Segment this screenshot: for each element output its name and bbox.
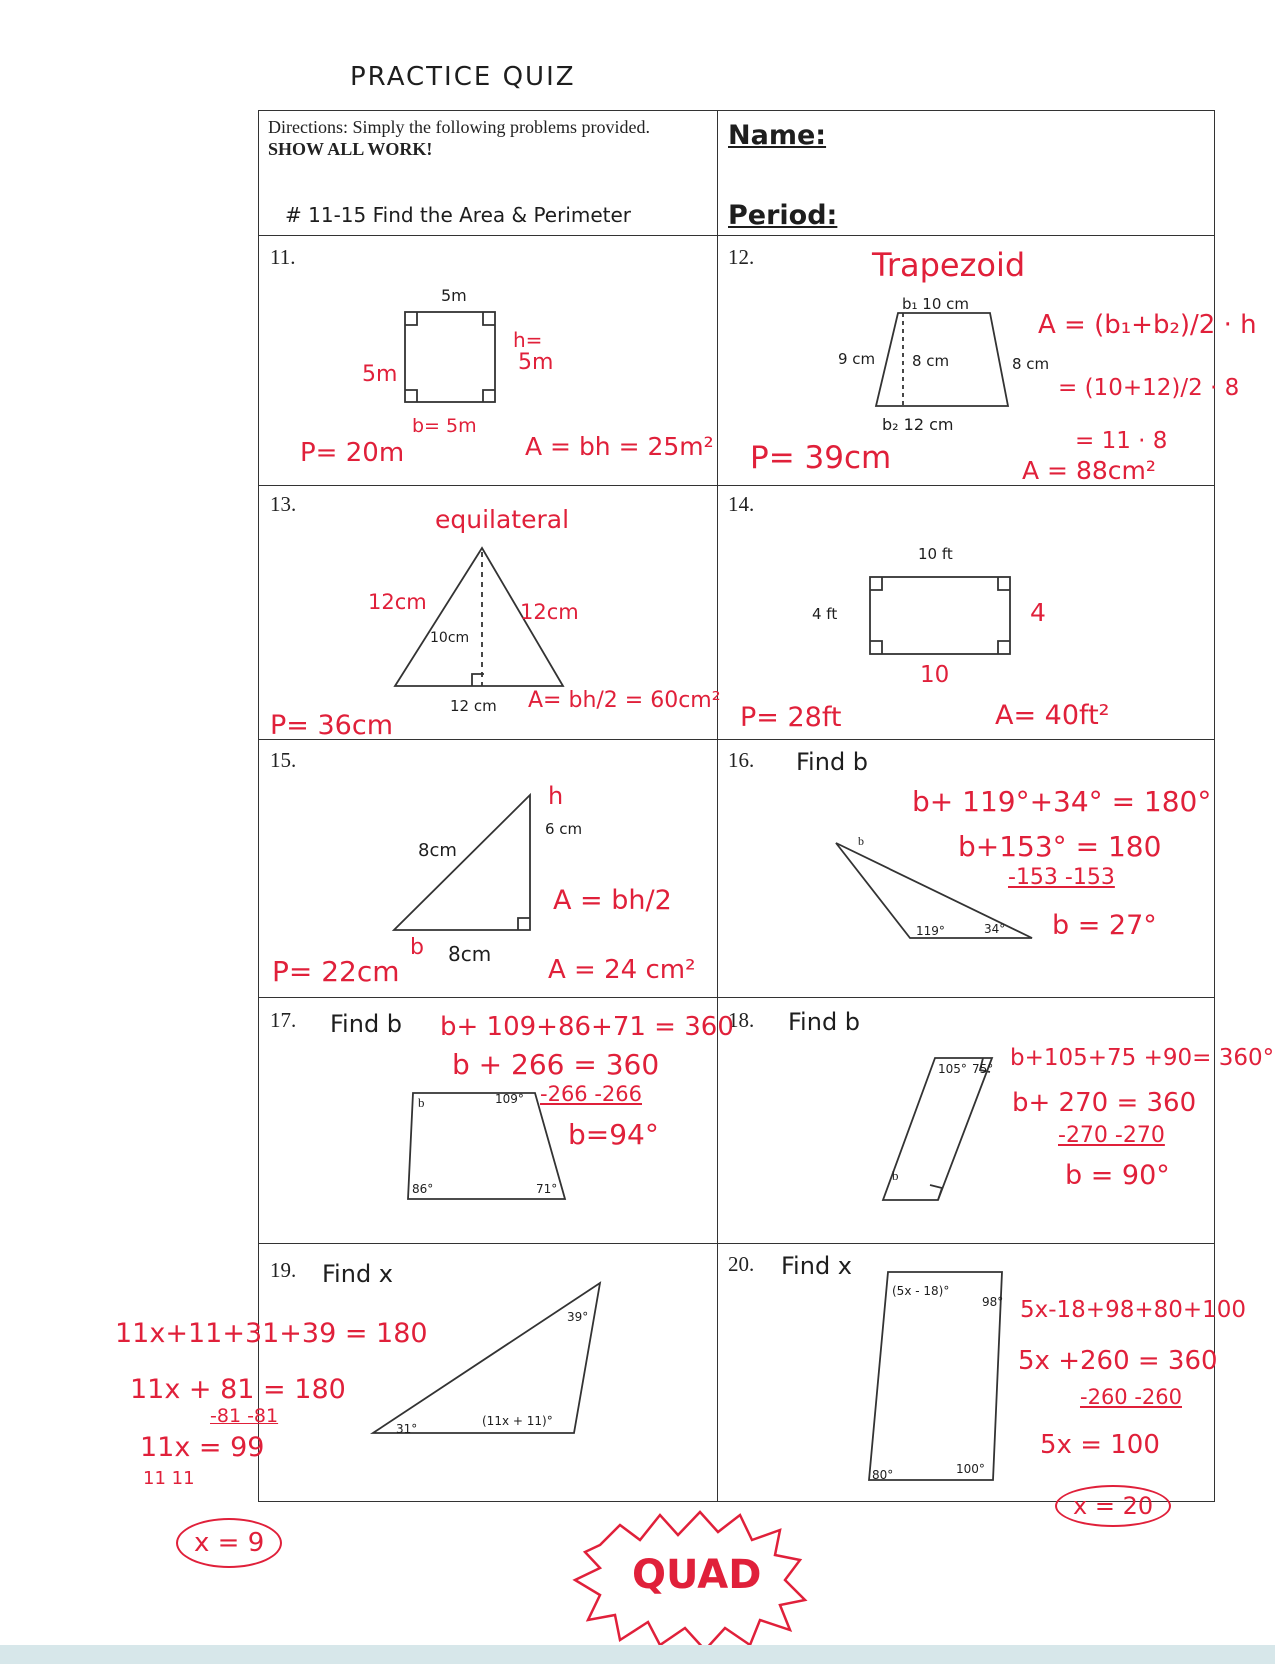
p16-answer: b = 27° <box>1052 910 1157 941</box>
p18-angle2: 75° <box>972 1062 994 1076</box>
p16-angle2: 34° <box>984 922 1006 936</box>
p17-answer: b=94° <box>568 1118 659 1151</box>
p13-base: 12 cm <box>450 697 497 715</box>
p15-h-value: 6 cm <box>545 820 583 838</box>
p16-b: b <box>858 834 864 848</box>
p11-h-label: h= <box>513 328 543 352</box>
p20-angle1: (5x - 18)° <box>892 1284 950 1298</box>
p14-right: 4 <box>1030 598 1046 627</box>
p17-step3: -266 -266 <box>540 1082 642 1106</box>
p16-prompt: Find b <box>796 748 869 776</box>
p20-prompt: Find x <box>781 1252 853 1280</box>
p12-perimeter: P= 39cm <box>750 440 892 476</box>
p11-left-label: 5m <box>362 362 398 387</box>
scan-edge <box>0 1645 1275 1664</box>
p15-area: A = 24 cm² <box>548 955 696 985</box>
problem-16-number: 16. <box>728 748 755 772</box>
p16-step1: b+ 119°+34° = 180° <box>912 785 1212 818</box>
p18-answer: b = 90° <box>1065 1160 1170 1191</box>
problem-12-number: 12. <box>728 245 755 269</box>
instruction-text: # 11-15 Find the Area & Perimeter <box>285 203 632 227</box>
p14-bottom: 10 <box>920 662 950 688</box>
p12-right-side: 8 cm <box>1012 355 1050 373</box>
p18-step1: b+105+75 +90= 360° <box>1010 1045 1275 1071</box>
p17-angle2: 86° <box>412 1182 434 1196</box>
stamp-label: QUAD <box>632 1552 762 1598</box>
p17-prompt: Find b <box>330 1010 403 1038</box>
p12-left-side: 9 cm <box>838 350 876 368</box>
p14-top: 10 ft <box>918 545 953 563</box>
p13-right: 12cm <box>520 600 579 624</box>
p19-angle3: (11x + 11)° <box>482 1414 553 1428</box>
p13-area: A= bh/2 = 60cm² <box>528 688 721 713</box>
problem-20-number: 20. <box>728 1252 755 1276</box>
page-title: PRACTICE QUIZ <box>350 62 576 92</box>
p12-step1: = (10+12)/2 · 8 <box>1058 375 1240 401</box>
p17-step2: b + 266 = 360 <box>452 1048 660 1081</box>
directions-bold: SHOW ALL WORK! <box>268 139 433 159</box>
p19-prompt: Find x <box>322 1260 394 1288</box>
p11-top-label: 5m <box>441 286 467 305</box>
p20-angle4: 100° <box>956 1462 985 1476</box>
p13-left: 12cm <box>368 590 427 614</box>
p15-b-value: 8cm <box>448 942 492 966</box>
problem-15-number: 15. <box>270 748 297 772</box>
problem-13-number: 13. <box>270 492 297 516</box>
p12-formula: A = (b₁+b₂)/2 · h <box>1038 310 1257 340</box>
p12-b1: b₁ 10 cm <box>902 295 970 313</box>
p13-perimeter: P= 36cm <box>270 710 393 741</box>
p12-height: 8 cm <box>912 352 950 370</box>
period-label: Period: <box>728 200 838 231</box>
p15-formula: A = bh/2 <box>553 885 672 916</box>
problem-11-number: 11. <box>270 245 296 269</box>
p20-step2: 5x +260 = 360 <box>1018 1346 1218 1376</box>
name-label: Name: <box>728 120 827 151</box>
p20-step4: 5x = 100 <box>1040 1430 1160 1460</box>
p14-perimeter: P= 28ft <box>740 702 842 733</box>
p15-hyp: 8cm <box>418 840 457 861</box>
p11-perimeter: P= 20m <box>300 438 405 468</box>
p18-b: b <box>892 1168 899 1183</box>
p18-step2: b+ 270 = 360 <box>1012 1088 1197 1118</box>
directions-text: Directions: Simply the following problems provided. SHOW ALL WORK! <box>268 117 650 159</box>
p19-step1: 11x+11+31+39 = 180 <box>115 1318 428 1349</box>
problem-14-number: 14. <box>728 492 755 516</box>
p11-area: A = bh = 25m² <box>525 432 714 461</box>
problem-17-number: 17. <box>270 1008 297 1032</box>
p12-area: A = 88cm² <box>1022 456 1156 485</box>
p13-height: 10cm <box>430 630 470 646</box>
p15-b: b <box>410 935 424 960</box>
p20-step3: -260 -260 <box>1080 1385 1182 1409</box>
p19-step4: 11x = 99 <box>140 1432 265 1463</box>
p16-angle1: 119° <box>916 924 945 938</box>
p20-angle2: 98° <box>982 1295 1004 1309</box>
p17-angle3: 71° <box>536 1182 558 1196</box>
p19-angle1: 39° <box>567 1310 589 1324</box>
p19-step5: 11 11 <box>143 1468 195 1489</box>
p20-step1: 5x-18+98+80+100 <box>1020 1297 1247 1323</box>
problem-19-number: 19. <box>270 1258 297 1282</box>
p20-angle3: 80° <box>872 1468 894 1482</box>
p12-shape: Trapezoid <box>872 246 1026 284</box>
p18-prompt: Find b <box>788 1008 861 1036</box>
p12-step2: = 11 · 8 <box>1075 428 1168 454</box>
p14-left: 4 ft <box>812 605 838 623</box>
p12-b2: b₂ 12 cm <box>882 415 954 434</box>
p19-answer: x = 9 <box>176 1518 282 1568</box>
p16-step3: -153 -153 <box>1008 865 1115 890</box>
p19-angle2: 31° <box>396 1422 418 1436</box>
p17-step1: b+ 109+86+71 = 360 <box>440 1012 734 1042</box>
p18-angle1: 105° <box>938 1062 967 1076</box>
p16-step2: b+153° = 180 <box>958 830 1162 863</box>
p17-b: b <box>418 1095 425 1110</box>
p19-step2: 11x + 81 = 180 <box>130 1374 346 1405</box>
p17-angle1: 109° <box>495 1092 524 1106</box>
p19-step3: -81 -81 <box>210 1405 279 1427</box>
p11-b-label: b= 5m <box>412 415 477 437</box>
p13-shape: equilateral <box>435 505 570 534</box>
problem-18-number: 18. <box>728 1008 755 1032</box>
p18-step3: -270 -270 <box>1058 1123 1165 1148</box>
p15-h: h <box>548 782 564 810</box>
p20-answer: x = 20 <box>1055 1485 1171 1527</box>
p14-area: A= 40ft² <box>995 700 1110 731</box>
p15-perimeter: P= 22cm <box>272 955 400 988</box>
p11-h-value: 5m <box>518 350 554 375</box>
